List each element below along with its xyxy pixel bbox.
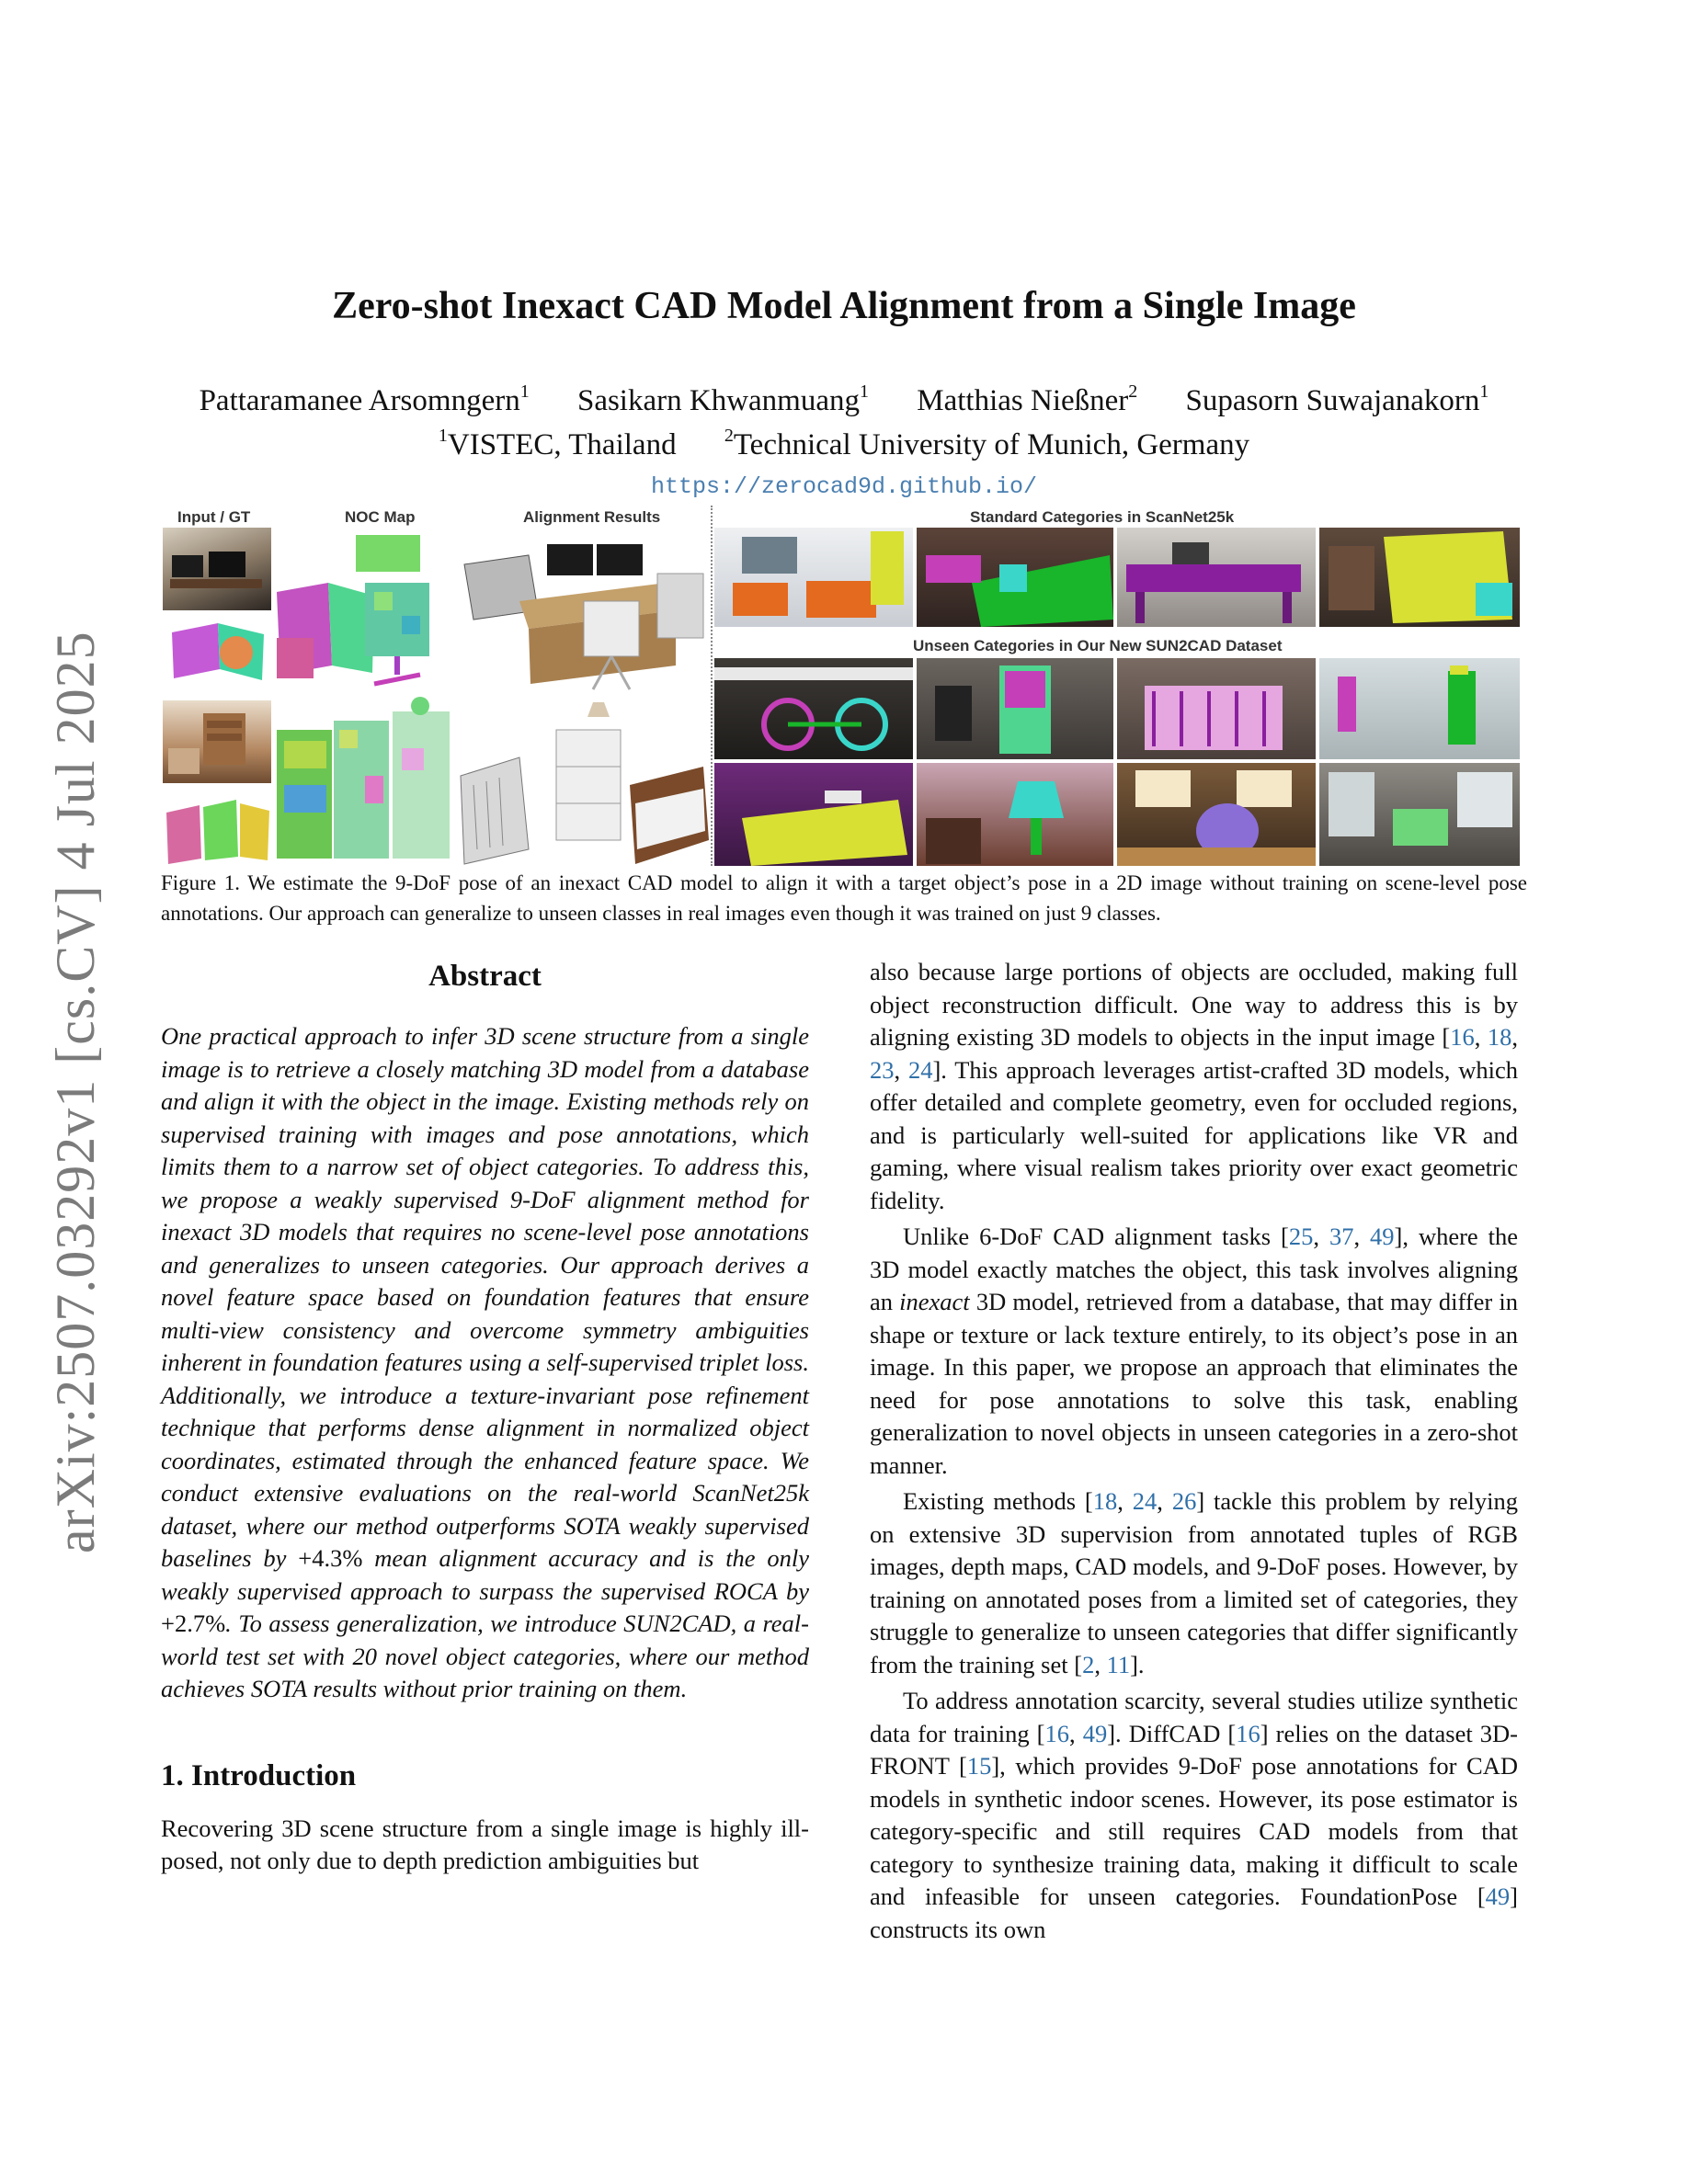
author: Sasikarn Khwanmuang$^1$ (576, 381, 869, 417)
arxiv-identifier: arXiv:2507.03292v1 [cs.CV] 4 Jul 2025 (45, 631, 106, 1553)
sun2cad-example (1117, 763, 1316, 866)
ground-truth-noc (163, 614, 271, 697)
citation-link[interactable]: 15 (966, 1752, 992, 1780)
author-list (0, 381, 1688, 421)
citation-link[interactable]: 26 (1171, 1487, 1197, 1515)
citation-link[interactable]: 11 (1106, 1650, 1131, 1678)
citation-link[interactable]: 18 (1487, 1023, 1512, 1051)
citation-link[interactable]: 16 (1236, 1719, 1260, 1747)
input-image (163, 528, 271, 610)
figure-label-input-gt: Input / GT (177, 508, 251, 526)
citation-link[interactable]: 24 (1132, 1487, 1158, 1515)
citation-link[interactable]: 25 (1288, 1223, 1314, 1250)
teaser-figure (161, 506, 1527, 866)
sun2cad-example (1319, 763, 1520, 866)
intro-paragraph: Recovering 3D scene structure from a single image is highly ill-posed, not only due to depth prediction ambiguities but (161, 1814, 809, 1874)
project-url-link[interactable]: https://zerocad9d.github.io/ (650, 473, 1038, 500)
sun2cad-example (917, 763, 1113, 866)
alignment-result (455, 693, 709, 866)
author: Matthias Nießner$^2$ (917, 381, 1138, 417)
abstract-heading: Abstract (428, 960, 542, 993)
author: Supasorn Suwajanakorn$^1$ (1185, 381, 1489, 417)
scannet-example (1319, 528, 1520, 627)
intro-paragraph: To address annotation scarcity, several studies utilize synthetic data for training [16, 49]. DiffCAD [16] relies on the dataset 3D-FRONT [15], which provides 9-DoF pose annotations for CAD models in synthetic indoor scenes. However, its pose estimator is category-specific and still requires CAD models from that category to synthesize training data, making it difficult to scale and infeasible for unseen categories. FoundationPose [49] constructs its own (870, 1687, 1518, 1943)
intro-paragraph: Existing methods [18, 24, 26] tackle this problem by relying on extensive 3D supervision from annotated tuples of RGB images, depth maps, CAD models, and 9-DoF poses. However, by training on annotated poses from a limited set of categories, they struggle to generalize to unseen categories that differ significantly from the training set [2, 11]. (870, 1487, 1519, 1678)
sun2cad-example (917, 658, 1113, 759)
introduction-heading: 1. Introduction (161, 1758, 357, 1792)
citation-link[interactable]: 49 (1485, 1883, 1511, 1910)
figure-divider (711, 506, 713, 866)
citation-link[interactable]: 16 (1450, 1023, 1475, 1051)
figure-label-noc-map: NOC Map (345, 508, 416, 526)
sun2cad-example (714, 658, 913, 759)
figure-label-standard: Standard Categories in ScanNet25k (970, 508, 1235, 526)
figure-label-alignment: Alignment Results (523, 508, 661, 526)
noc-map-visual (273, 693, 453, 866)
scannet-example (917, 528, 1113, 627)
left-column (161, 956, 809, 1878)
scannet-example (1117, 528, 1316, 627)
sun2cad-example (714, 763, 913, 866)
citation-link[interactable]: 37 (1329, 1223, 1354, 1250)
citation-link[interactable]: 18 (1092, 1487, 1118, 1515)
intro-paragraph: also because large portions of objects are occluded, making full object reconstruction difficult. One way to address this is by aligning existing 3D models to objects in the input image [16, 18, 23, 24]. This approach leverages artist-crafted 3D models, which offer detailed and complete geometry, even for occluded regions, and is particularly well-suited for applications like VR and gaming, where visual realism takes priority over exact geometric fidelity. (870, 958, 1518, 1214)
figure-label-unseen: Unseen Categories in Our New SUN2CAD Dataset (913, 637, 1283, 654)
citation-link[interactable]: 49 (1370, 1223, 1395, 1250)
noc-map-visual (273, 528, 453, 691)
citation-link[interactable]: 2 (1082, 1650, 1095, 1678)
citation-link[interactable]: 23 (870, 1055, 895, 1084)
affiliations (0, 425, 1688, 465)
sun2cad-example (1117, 658, 1316, 759)
paper-title: Zero-shot Inexact CAD Model Alignment from a Single Image (332, 285, 1356, 327)
author: Pattaramanee Arsomngern$^1$ (199, 381, 530, 417)
figure-caption: Figure 1. We estimate the 9-DoF pose of an inexact CAD model to align it with a target object’s pose in a 2D image without training on scene-level pose annotations. Our approach can generalize to unseen classes in real images even though it was trained on just 9 classes. (161, 871, 1527, 925)
right-column (870, 956, 1518, 1946)
citation-link[interactable]: 16 (1044, 1719, 1070, 1747)
scannet-example (714, 528, 913, 627)
alignment-result (455, 528, 709, 691)
affiliation: $^2$Technical University of Munich, Germany (724, 426, 1250, 461)
affiliation: $^1$VISTEC, Thailand (438, 426, 677, 461)
citation-link[interactable]: 49 (1082, 1719, 1108, 1747)
abstract-text: One practical approach to infer 3D scene structure from a single image is to retrieve a closely matching 3D model from a database and align it with the object in the image. Existing methods rely on supervised training with images and pose annotations, which limits them to a narrow set of object categories. To address this, we propose a weakly supervised 9-DoF alignment method for inexact 3D models that requires no scene-level pose annotations and generalizes to unseen categories. Our approach derives a novel feature space based on foundation features that ensure multi-view consistency and overcome symmetry ambiguities inherent in foundation features using a self-supervised triplet loss. Additionally, we introduce a texture-invariant pose refinement technique that performs dense alignment in normalized object coordinates, estimated through the enhanced feature space. We conduct extensive evaluations on the real-world ScanNet25k dataset, where our method outperforms SOTA weakly supervised baselines by +4.3% mean alignment accuracy and is the only weakly supervised approach to surpass the supervised ROCA by +2.7%. To assess generalization, we introduce SUN2CAD, a real-world test set with 20 novel object categories, where our method achieves SOTA results without prior training on them. (161, 1022, 810, 1702)
input-image (163, 700, 271, 783)
intro-paragraph: Unlike 6-DoF CAD alignment tasks [25, 37, 49], where the 3D model exactly matches the object, this task involves aligning an inexact 3D model, retrieved from a database, that may differ in shape or texture or lack texture entirely, to its object’s pose in an image. In this paper, we propose an approach that eliminates the need for pose annotations to solve this task, enabling generalization to novel objects in unseen categories in a zero-shot manner. (870, 1223, 1519, 1479)
citation-link[interactable]: 24 (907, 1055, 933, 1084)
ground-truth-noc (163, 787, 271, 866)
sun2cad-example (1319, 658, 1520, 759)
